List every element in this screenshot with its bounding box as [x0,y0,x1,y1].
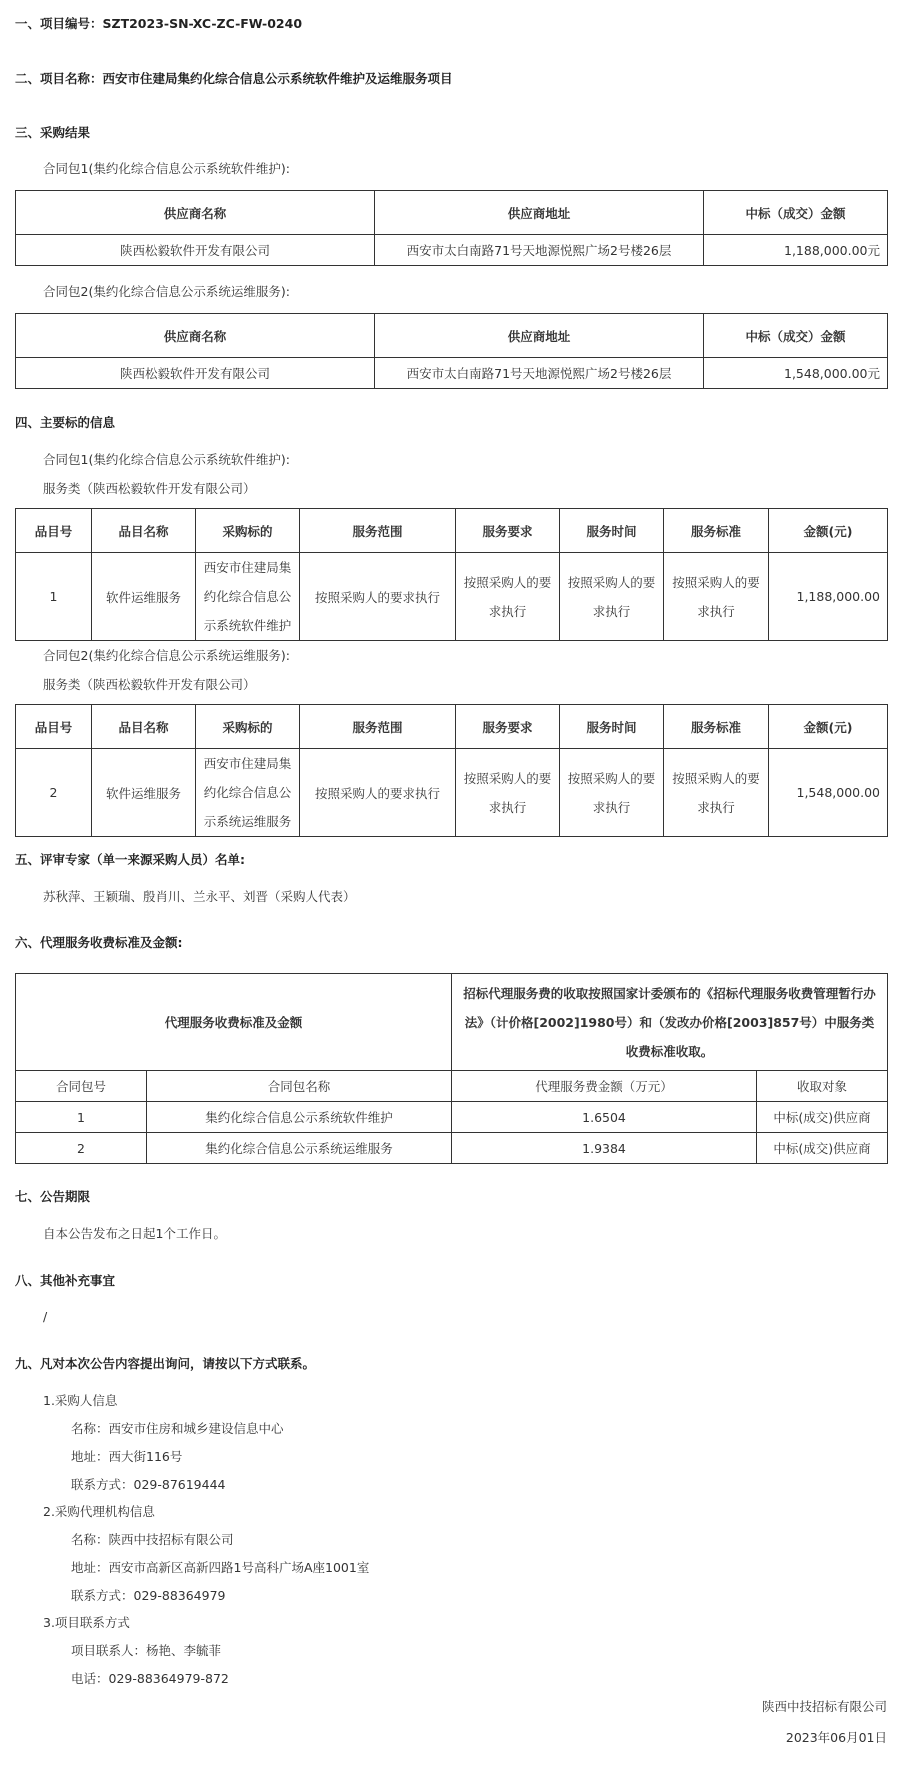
fee-standard-description: 招标代理服务费的收取按照国家计委颁布的《招标代理服务收费管理暂行办法》（计价格[2002]1980号）和（发改办价格[2003]857号）中服务类收费标准收取。 [452,974,888,1071]
column-header: 采购标的 [196,509,300,553]
column-header: 服务标准 [664,705,769,749]
item-number-cell: 1 [16,553,92,641]
procurement-target-cell: 西安市住建局集约化综合信息公示系统软件维护 [196,553,300,641]
fee-payer-cell: 中标(成交)供应商 [757,1133,888,1164]
buyer-address: 地址：西大街116号 [71,1449,183,1464]
bid-amount-cell: 1,548,000.00元 [704,358,888,389]
item-name-cell: 软件运维服务 [92,749,196,837]
column-header: 合同包名称 [147,1071,452,1102]
package2-title: 合同包2(集约化综合信息公示系统运维服务): [43,284,290,299]
agency-fee-cell: 1.6504 [452,1102,757,1133]
column-header: 合同包号 [16,1071,147,1102]
items-table-package1 [15,508,888,641]
bid-amount-cell: 1,188,000.00元 [704,235,888,266]
other-matters-text: / [43,1309,48,1324]
table-header-row [16,314,888,358]
fee-payer-cell: 中标(成交)供应商 [757,1102,888,1133]
agency-contact: 联系方式：029-88364979 [71,1588,226,1603]
supplier-name-cell: 陕西松毅软件开发有限公司 [16,235,375,266]
package-number-cell: 2 [16,1133,147,1164]
amount-cell: 1,188,000.00 [769,553,888,641]
agency-name: 名称：陕西中技招标有限公司 [71,1532,234,1547]
column-header: 金额(元) [769,705,888,749]
column-header: 品目名称 [92,705,196,749]
column-header: 品目号 [16,705,92,749]
package1-title: 合同包1(集约化综合信息公示系统软件维护): [43,452,290,467]
project-contact-title: 3.项目联系方式 [43,1615,130,1630]
items-table-package2 [15,704,888,837]
column-header: 服务要求 [456,509,560,553]
column-header: 服务范围 [300,705,456,749]
results-table-package1 [15,190,888,266]
supplier-address-cell: 西安市太白南路71号天地源悦熙广场2号楼26层 [375,235,704,266]
package2-title: 合同包2(集约化综合信息公示系统运维服务): [43,648,290,663]
column-header: 收取对象 [757,1071,888,1102]
project-name-value: 西安市住建局集约化综合信息公示系统软件维护及运维服务项目 [102,71,453,86]
section-heading-experts: 五、评审专家（单一来源采购人员）名单: [15,852,245,867]
service-scope-cell: 按照采购人的要求执行 [300,553,456,641]
column-header: 代理服务费金额（万元） [452,1071,757,1102]
package2-service-type: 服务类（陕西松毅软件开发有限公司） [43,677,256,692]
column-header: 供应商地址 [375,191,704,235]
supplier-address-cell: 西安市太白南路71号天地源悦熙广场2号楼26层 [375,358,704,389]
experts-list: 苏秋萍、王颖瑞、殷肖川、兰永平、刘晋（采购人代表） [43,889,356,904]
package-name-cell: 集约化综合信息公示系统软件维护 [147,1102,452,1133]
table-row [16,749,888,837]
package1-service-type: 服务类（陕西松毅软件开发有限公司） [43,481,256,496]
buyer-name: 名称：西安市住房和城乡建设信息中心 [71,1421,284,1436]
notice-period-text: 自本公告发布之日起1个工作日。 [43,1226,226,1241]
package-name-cell: 集约化综合信息公示系统运维服务 [147,1133,452,1164]
section-heading-agency-fee: 六、代理服务收费标准及金额: [15,935,183,950]
column-header: 供应商地址 [375,314,704,358]
column-header: 金额(元) [769,509,888,553]
column-header: 服务范围 [300,509,456,553]
service-requirement-cell: 按照采购人的要求执行 [456,553,560,641]
column-header: 采购标的 [196,705,300,749]
project-number-line [15,14,302,32]
project-name-line [15,69,453,87]
table-row [16,358,888,389]
agency-info-title: 2.采购代理机构信息 [43,1504,155,1519]
table-header-row [16,509,888,553]
column-header: 中标（成交）金额 [704,191,888,235]
service-standard-cell: 按照采购人的要求执行 [664,553,769,641]
footer-date: 2023年06月01日 [785,1730,887,1745]
table-header-row [16,1071,888,1102]
column-header: 供应商名称 [16,314,375,358]
column-header: 供应商名称 [16,191,375,235]
column-header: 服务要求 [456,705,560,749]
fee-standard-label: 代理服务收费标准及金额 [16,974,452,1071]
table-row [16,1102,888,1133]
footer-company: 陕西中技招标有限公司 [761,1699,887,1714]
service-time-cell: 按照采购人的要求执行 [560,749,664,837]
results-table-package2 [15,313,888,389]
project-contact-phone: 电话：029-88364979-872 [71,1671,229,1686]
column-header: 服务时间 [560,509,664,553]
column-header: 品目名称 [92,509,196,553]
service-requirement-cell: 按照采购人的要求执行 [456,749,560,837]
procurement-target-cell: 西安市住建局集约化综合信息公示系统运维服务 [196,749,300,837]
project-number-label: 一、项目编号： [15,16,103,31]
item-number-cell: 2 [16,749,92,837]
column-header: 服务时间 [560,705,664,749]
column-header: 中标（成交）金额 [704,314,888,358]
section-heading-other-matters: 八、其他补充事宜 [15,1273,116,1288]
table-header-row [16,191,888,235]
service-scope-cell: 按照采购人的要求执行 [300,749,456,837]
section-heading-results: 三、采购结果 [15,125,91,140]
package1-title: 合同包1(集约化综合信息公示系统软件维护): [43,161,290,176]
service-time-cell: 按照采购人的要求执行 [560,553,664,641]
column-header: 服务标准 [664,509,769,553]
table-header-row [16,705,888,749]
section-heading-main-items: 四、主要标的信息 [15,415,116,430]
package-number-cell: 1 [16,1102,147,1133]
section-heading-notice-period: 七、公告期限 [15,1189,91,1204]
item-name-cell: 软件运维服务 [92,553,196,641]
project-number-value: SZT2023-SN-XC-ZC-FW-0240 [102,16,303,31]
agency-fee-cell: 1.9384 [452,1133,757,1164]
column-header: 品目号 [16,509,92,553]
table-row [16,553,888,641]
table-header-row [16,974,888,1071]
project-name-label: 二、项目名称： [15,71,103,86]
project-contact-person: 项目联系人：杨艳、李毓菲 [71,1643,222,1658]
buyer-contact: 联系方式：029-87619444 [71,1477,226,1492]
section-heading-contact: 九、凡对本次公告内容提出询问，请按以下方式联系。 [15,1356,316,1371]
table-row [16,1133,888,1164]
agency-address: 地址：西安市高新区高新四路1号高科广场A座1001室 [71,1560,370,1575]
service-standard-cell: 按照采购人的要求执行 [664,749,769,837]
supplier-name-cell: 陕西松毅软件开发有限公司 [16,358,375,389]
buyer-info-title: 1.采购人信息 [43,1393,118,1408]
agency-fee-table [15,973,888,1164]
amount-cell: 1,548,000.00 [769,749,888,837]
table-row [16,235,888,266]
